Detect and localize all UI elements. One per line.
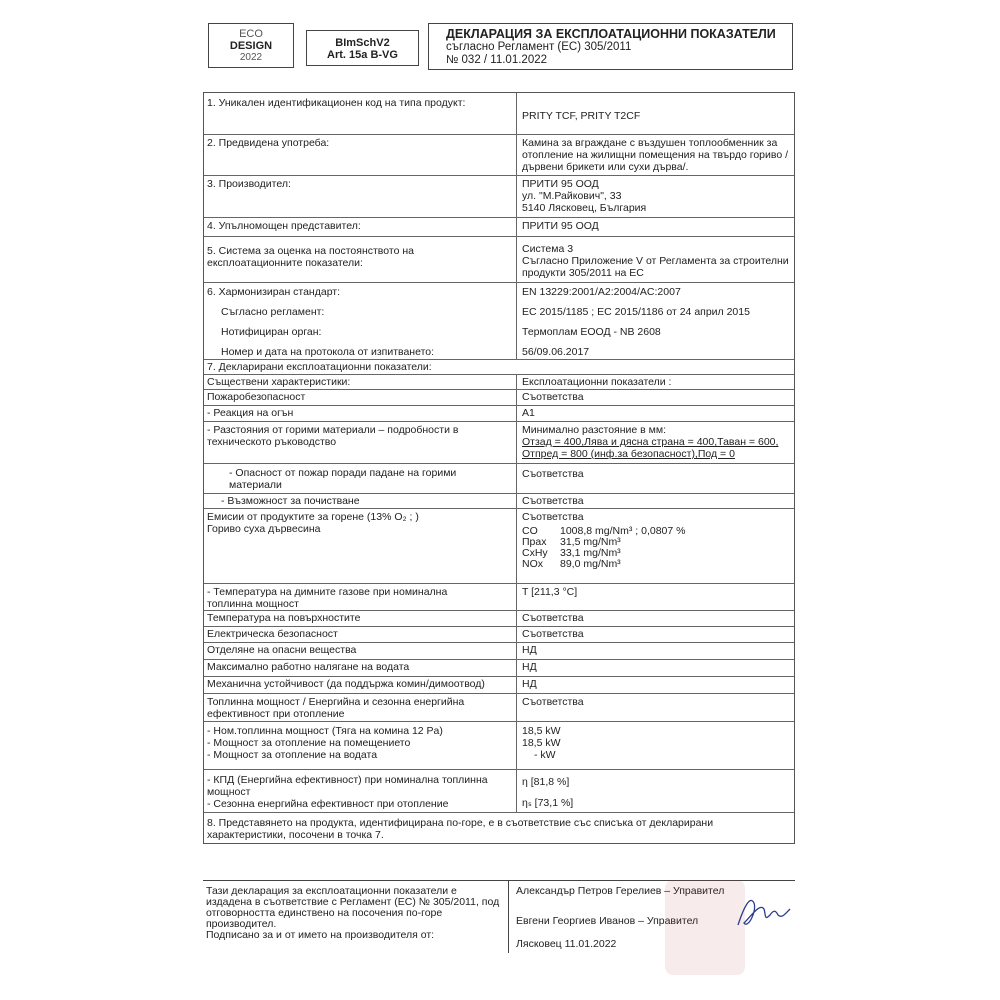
- section-heading: 7. Декларирани експлоатационни показатели:: [207, 361, 432, 373]
- table-row: [204, 360, 794, 375]
- footer-left: [206, 886, 501, 941]
- distance-back-sides: Отзад = 400,Лява и дясна страна = 400,Таван = 600,: [522, 436, 779, 448]
- row-value: PRITY TCF, PRITY T2CF: [522, 110, 641, 122]
- row-value: Съответства: [522, 696, 584, 708]
- table-row: [204, 176, 794, 218]
- emission-row: [522, 559, 685, 570]
- system-note: Съгласно Приложение V от Регламента за строителни продукти 305/2011 на ЕС: [522, 255, 789, 279]
- table-row: [204, 722, 794, 770]
- emission-value: 89,0 mg/Nm³: [560, 558, 621, 570]
- row-label: [207, 725, 512, 761]
- seasonal-efficiency-value: ηₛ [73,1 %]: [522, 797, 574, 809]
- row-value: [522, 725, 794, 761]
- notified-body-value: Термоплам ЕООД - NB 2608: [522, 326, 661, 338]
- emissions-status: Съответства: [522, 511, 584, 523]
- row-label: - Опасност от пожар поради падане на горими материали: [229, 467, 457, 491]
- declaration-title-box: [428, 23, 793, 70]
- manufacturer-city: 5140 Лясковец, България: [522, 202, 647, 214]
- row-value: Експлоатационни показатели :: [522, 376, 672, 388]
- table-row: [204, 406, 794, 422]
- distance-front-floor: Отпред = 800 (инф.за безопасност),Под = 0: [522, 448, 735, 460]
- row-value: [522, 243, 794, 279]
- efficiency-label: - КПД (Енергийна ефективност) при номинална топлинна мощност: [207, 774, 488, 798]
- row-value: НД: [522, 661, 537, 673]
- table-row: [204, 643, 794, 660]
- regulation-label: Съгласно регламент:: [221, 306, 325, 318]
- table-row: [204, 464, 794, 494]
- row-label: - Възможност за почистване: [221, 495, 360, 507]
- emission-value: 1008,8 mg/Nm³ ; 0,0807 %: [560, 525, 686, 537]
- regulation-value: ЕС 2015/1185 ; ЕС 2015/1186 от 24 април 2015: [522, 306, 750, 318]
- water-heating-value: - kW: [534, 749, 556, 761]
- eco-design-badge: [208, 23, 294, 68]
- water-heating-label: - Мощност за отопление на водата: [207, 749, 378, 761]
- row-value: [522, 511, 794, 570]
- place-date: Лясковец 11.01.2022: [516, 938, 617, 950]
- row-value: T [211,3 °C]: [522, 586, 578, 598]
- row-label: Съществени характеристики:: [207, 376, 351, 388]
- table-row: [204, 509, 794, 584]
- row-value: Съответства: [522, 391, 584, 403]
- row-label: [207, 282, 512, 362]
- bimschv-line-1: BImSchV2: [335, 37, 390, 49]
- row-label: - Реакция на огън: [207, 407, 294, 419]
- row-value: Камина за вграждане с въздушен топлообменник за отопление на жилищни помещения на твърдо гориво /дървени брикети или сухи дърва/.: [522, 137, 788, 173]
- table-row: [204, 237, 794, 283]
- row-label: Електрическа безопасност: [207, 628, 338, 640]
- row-value: Съответства: [522, 495, 584, 507]
- row-label: Механична устойчивост (да поддържа комин/димоотвод): [207, 678, 485, 690]
- table-row: [204, 494, 794, 509]
- signatory-2: Евгени Георгиев Иванов – Управител: [516, 915, 699, 927]
- row-label: Отделяне на опасни вещества: [207, 644, 357, 656]
- space-heating-value: 18,5 kW: [522, 737, 561, 749]
- signatory-1: Александър Петров Герелиев – Управител: [516, 885, 725, 897]
- bimschv-line-2: Art. 15a B-VG: [327, 49, 398, 61]
- row-label: 2. Предвидена употреба:: [207, 137, 330, 149]
- row-label: Топлинна мощност / Енергийна и сезонна енергийна ефективност при отопление: [207, 696, 465, 720]
- row-value: НД: [522, 678, 537, 690]
- system-name: Система 3: [522, 243, 574, 255]
- distance-heading: Минимално разстояние в мм:: [522, 424, 667, 436]
- signed-by-label: Подписано за и от името на производителя от:: [206, 929, 435, 941]
- eco-line-2: DESIGN: [229, 40, 273, 52]
- table-row: [204, 677, 794, 694]
- row-value: Съответства: [522, 628, 584, 640]
- table-row: [204, 627, 794, 643]
- standard-label: 6. Хармонизиран стандарт:: [207, 286, 341, 298]
- table-row: [204, 584, 794, 611]
- performance-table: [203, 92, 795, 844]
- row-label: Максимално работно налягане на водата: [207, 661, 410, 673]
- test-report-label: Номер и дата на протокола от изпитването:: [221, 346, 435, 358]
- row-value: [522, 282, 794, 362]
- space-heating-label: - Мощност за отопление на помещението: [207, 737, 411, 749]
- table-row: [204, 422, 794, 464]
- issuance-statement: Тази декларация за експлоатационни показатели е издадена в съответствие с Регламент (ЕС) № 305/2011, под отговорността единствено на посочения по-горе производител.: [206, 885, 500, 930]
- conformity-statement: 8. Представянето на продукта, идентифицирана по-горе, е в съответствие със списъка от декларирани характеристики, посочени в точка 7.: [207, 817, 714, 841]
- seasonal-efficiency-label: - Сезонна енергийна ефективност при отопление: [207, 798, 449, 810]
- nominal-power-label: - Ном.топлинна мощност (Тяга на комина 12 Pa): [207, 725, 443, 737]
- table-row: [204, 375, 794, 390]
- fuel-label: Гориво суха дървесина: [207, 523, 321, 535]
- row-value: НД: [522, 644, 537, 656]
- table-row: [204, 390, 794, 406]
- table-row: [204, 218, 794, 237]
- emission-key: CO: [522, 525, 538, 537]
- notified-body-label: Нотифициран орган:: [221, 326, 322, 338]
- emission-key: CxHy: [522, 547, 548, 559]
- emissions-label: Емисии от продуктите за горене (13% O₂ ; ): [207, 511, 419, 523]
- manufacturer-street: ул. "М.Райкович", 33: [522, 190, 622, 202]
- row-label: Температура на повърхностите: [207, 612, 361, 624]
- table-row: [204, 283, 794, 360]
- row-label: - Температура на димните газове при номинална топлинна мощност: [207, 586, 448, 610]
- eco-line-1: ECO: [239, 28, 263, 40]
- row-label: Пожаробезопасност: [207, 391, 306, 403]
- bimschv-badge: [306, 30, 419, 66]
- row-label: 5. Система за оценка на постоянството на експлоатационните показатели:: [207, 245, 414, 269]
- emission-value: 31,5 mg/Nm³: [560, 536, 621, 548]
- row-value: Съответства: [522, 612, 584, 624]
- manufacturer-name: ПРИТИ 95 ООД: [522, 178, 599, 190]
- row-label: [207, 774, 507, 810]
- row-value: [522, 776, 794, 809]
- row-label: - Разстояния от горими материали – подробности в техническото ръководство: [207, 424, 459, 448]
- table-row: [204, 93, 794, 135]
- table-row: [204, 611, 794, 627]
- declaration-regulation: съгласно Регламент (ЕС) 305/2011: [446, 41, 632, 53]
- row-label: [207, 511, 512, 535]
- nominal-power-value: 18,5 kW: [522, 725, 561, 737]
- emission-key: Прах: [522, 536, 547, 548]
- handwritten-signature: [730, 885, 795, 940]
- row-label: 3. Производител:: [207, 178, 291, 190]
- row-label: 4. Упълномощен представител:: [207, 220, 361, 232]
- row-label: 1. Уникален идентификационен код на типа продукт:: [207, 97, 466, 109]
- eco-line-3: 2022: [239, 52, 263, 63]
- table-row: [204, 770, 794, 813]
- test-report-value: 56/09.06.2017: [522, 346, 590, 358]
- efficiency-value: η [81,8 %]: [522, 776, 570, 788]
- table-row: [204, 660, 794, 677]
- declaration-title: ДЕКЛАРАЦИЯ ЗА ЕКСПЛОАТАЦИОННИ ПОКАЗАТЕЛИ: [446, 27, 776, 41]
- row-value: [522, 178, 794, 214]
- emission-key: NOx: [522, 558, 543, 570]
- standard-value: EN 13229:2001/A2:2004/AC:2007: [522, 286, 681, 298]
- emissions-table: [522, 526, 685, 570]
- table-row: [204, 135, 794, 176]
- row-value: ПРИТИ 95 ООД: [522, 220, 599, 232]
- table-row: [204, 813, 794, 843]
- declaration-number: № 032 / 11.01.2022: [446, 54, 548, 66]
- table-row: [204, 694, 794, 722]
- row-value: Съответства: [522, 468, 584, 480]
- row-value: [522, 424, 794, 460]
- emission-value: 33,1 mg/Nm³: [560, 547, 621, 559]
- row-value: A1: [522, 407, 535, 419]
